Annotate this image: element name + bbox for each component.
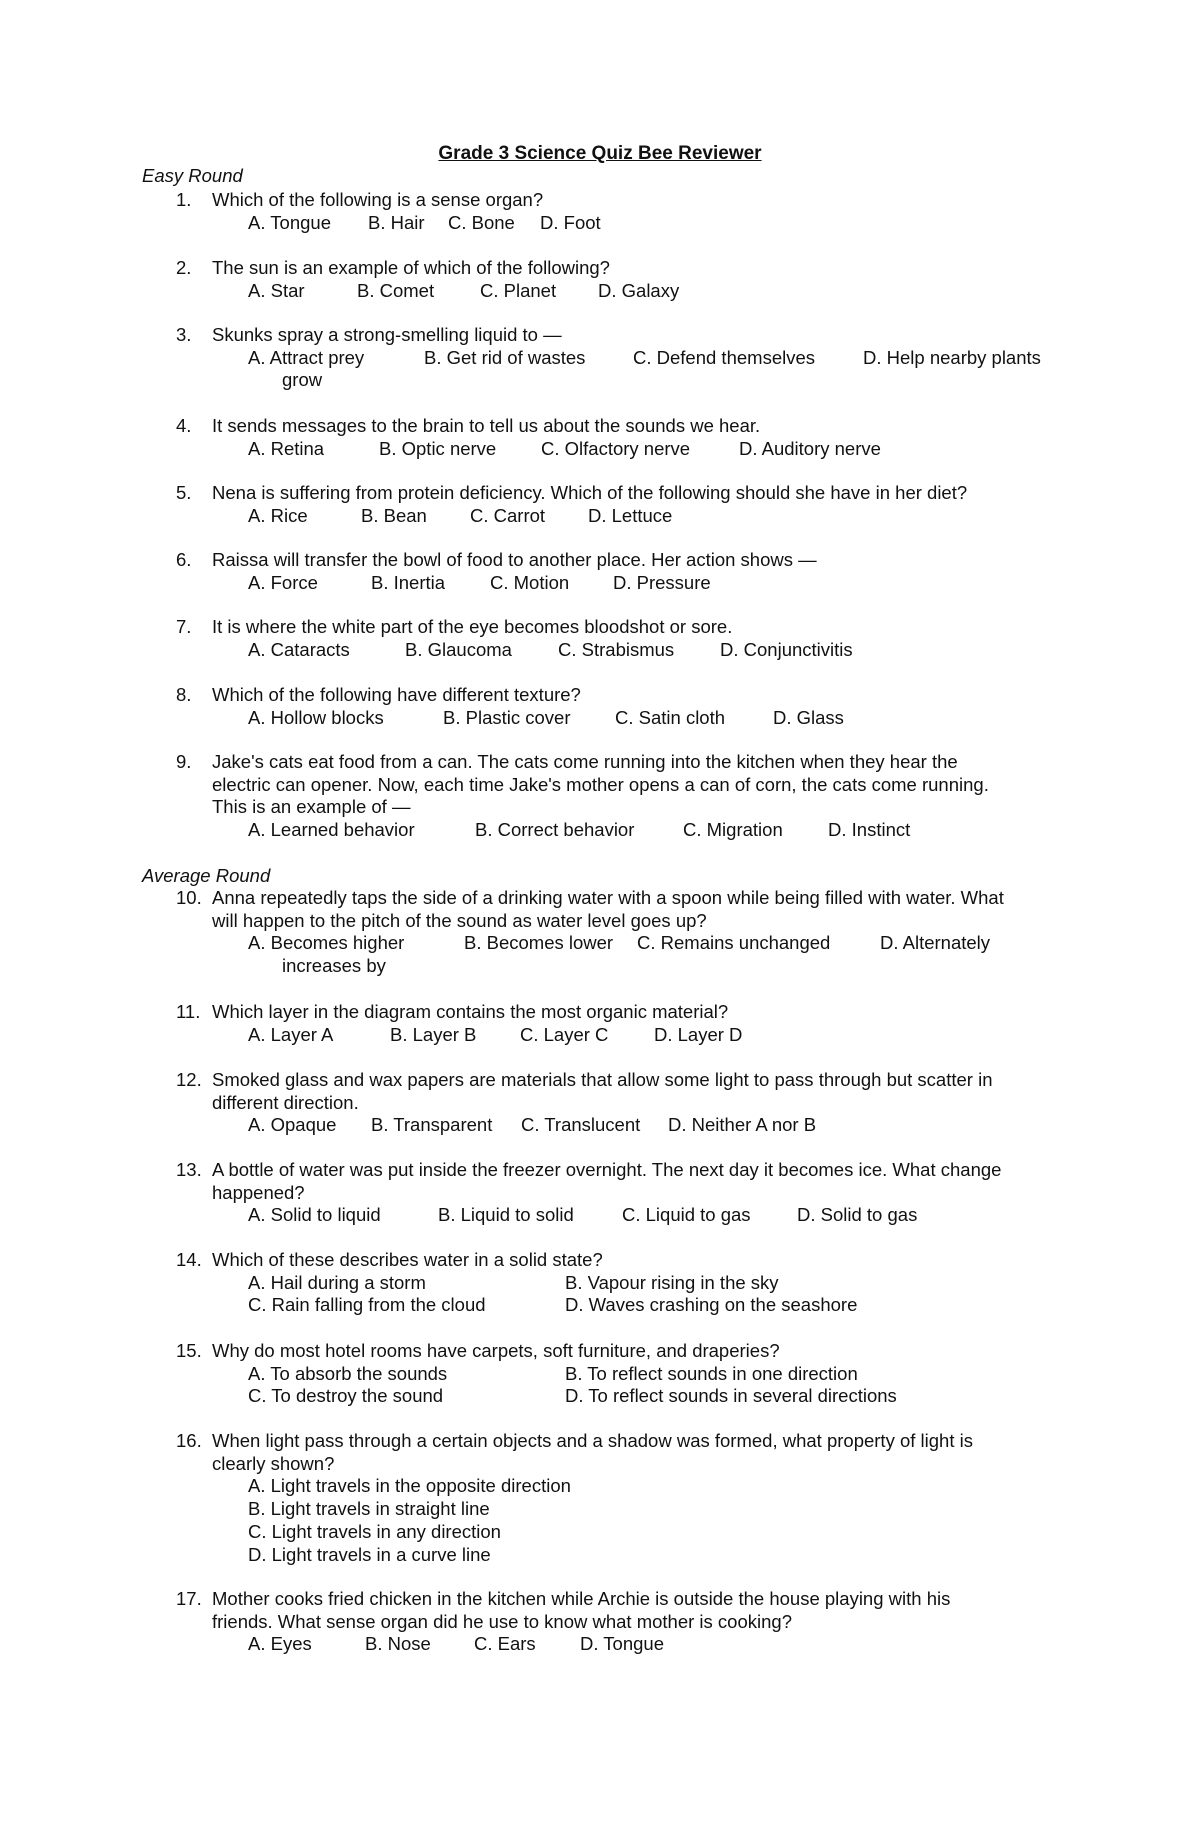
answer-option: B. Correct behavior	[475, 819, 635, 841]
answer-option: B. Light travels in straight line	[248, 1498, 490, 1520]
answer-option: A. Becomes higher	[248, 932, 405, 954]
answer-option: D. Instinct	[828, 819, 911, 841]
answer-option: D. Galaxy	[598, 279, 680, 301]
question-number: 14.	[176, 1249, 202, 1270]
question-number: 3.	[176, 324, 192, 345]
answer-option: D. To reflect sounds in several directions	[565, 1385, 897, 1407]
round-heading-easy: Easy Round	[142, 165, 243, 186]
answer-option: B. To reflect sounds in one direction	[565, 1362, 858, 1384]
answer-option: C. Bone	[448, 211, 515, 233]
question-number: 1.	[176, 189, 192, 210]
question-text: Smoked glass and wax papers are materials that allow some light to pass through but scatter in	[212, 1069, 993, 1090]
answer-option: C. Layer C	[520, 1023, 609, 1045]
answer-option: C. Liquid to gas	[622, 1204, 751, 1226]
question-text: Anna repeatedly taps the side of a drinking water with a spoon while being filled with water. What	[212, 887, 1004, 908]
question-text: different direction.	[212, 1091, 359, 1113]
answer-option: D. Light travels in a curve line	[248, 1543, 491, 1565]
question-text: Mother cooks fried chicken in the kitchen while Archie is outside the house playing with his	[212, 1588, 951, 1609]
question-number: 6.	[176, 549, 192, 570]
answer-option: B. Becomes lower	[464, 932, 614, 954]
question-number: 10.	[176, 887, 202, 908]
answer-option: A. Retina	[248, 437, 325, 459]
answer-option: C. Translucent	[521, 1114, 641, 1136]
answer-option: C. Planet	[480, 279, 557, 301]
answer-option: D. Pressure	[613, 571, 711, 593]
answer-option: C. To destroy the sound	[248, 1385, 444, 1407]
answer-option: D. Waves crashing on the seashore	[565, 1294, 858, 1316]
answer-option: B. Inertia	[371, 571, 446, 593]
answer-option: A. Attract prey	[248, 346, 365, 368]
answer-option: B. Layer B	[390, 1023, 477, 1045]
answer-option: C. Satin cloth	[615, 706, 726, 728]
question-number: 2.	[176, 257, 192, 278]
question-text: will happen to the pitch of the sound as water level goes up?	[212, 909, 707, 931]
question-text: Why do most hotel rooms have carpets, soft furniture, and draperies?	[212, 1340, 780, 1361]
question-text: This is an example of —	[212, 796, 411, 818]
answer-option: B. Transparent	[371, 1114, 493, 1136]
question-text: A bottle of water was put inside the freezer overnight. The next day it becomes ice. What change	[212, 1159, 1002, 1180]
answer-option: A. Star	[248, 279, 305, 301]
question-text: Which of these describes water in a solid state?	[212, 1249, 603, 1270]
answer-option: B. Bean	[361, 504, 427, 526]
answer-option: B. Liquid to solid	[438, 1204, 574, 1226]
answer-option: C. Light travels in any direction	[248, 1520, 501, 1542]
answer-option: D. Glass	[773, 706, 844, 728]
answer-option: A. Light travels in the opposite direction	[248, 1475, 571, 1497]
answer-option: C. Ears	[474, 1633, 536, 1655]
answer-option: A. Hollow blocks	[248, 706, 384, 728]
answer-option: B. Comet	[357, 279, 435, 301]
answer-option: B. Hair	[368, 211, 425, 233]
answer-option: increases by	[282, 955, 386, 977]
answer-option: A. To absorb the sounds	[248, 1362, 448, 1384]
question-text: Skunks spray a strong-smelling liquid to —	[212, 324, 562, 345]
question-text: It is where the white part of the eye becomes bloodshot or sore.	[212, 616, 733, 637]
answer-option: C. Motion	[490, 571, 570, 593]
question-text: clearly shown?	[212, 1452, 335, 1474]
answer-option: A. Layer A	[248, 1023, 334, 1045]
question-number: 5.	[176, 482, 192, 503]
round-heading-average: Average Round	[142, 865, 271, 886]
question-text: Jake's cats eat food from a can. The cats come running into the kitchen when they hear the	[212, 751, 958, 772]
question-text: Raissa will transfer the bowl of food to another place. Her action shows —	[212, 549, 817, 570]
question-text: The sun is an example of which of the following?	[212, 257, 610, 278]
question-text: friends. What sense organ did he use to know what mother is cooking?	[212, 1610, 792, 1632]
question-text: Which layer in the diagram contains the most organic material?	[212, 1001, 729, 1022]
question-number: 7.	[176, 616, 192, 637]
question-number: 17.	[176, 1588, 202, 1609]
answer-option: C. Carrot	[470, 504, 546, 526]
answer-option: A. Learned behavior	[248, 819, 415, 841]
answer-option: B. Vapour rising in the sky	[565, 1271, 779, 1293]
answer-option: C. Remains unchanged	[637, 932, 831, 954]
answer-option: D. Tongue	[580, 1633, 664, 1655]
answer-option: B. Optic nerve	[379, 437, 497, 459]
question-number: 16.	[176, 1430, 202, 1451]
answer-option: A. Solid to liquid	[248, 1204, 381, 1226]
answer-option: D. Conjunctivitis	[720, 638, 853, 660]
answer-option: A. Eyes	[248, 1633, 312, 1655]
answer-option: A. Hail during a storm	[248, 1271, 426, 1293]
question-number: 12.	[176, 1069, 202, 1090]
question-text: It sends messages to the brain to tell us about the sounds we hear.	[212, 415, 761, 436]
question-text: When light pass through a certain objects and a shadow was formed, what property of light is	[212, 1430, 973, 1451]
answer-option: D. Layer D	[654, 1023, 743, 1045]
answer-option: D. Neither A nor B	[668, 1114, 817, 1136]
answer-option: C. Migration	[683, 819, 783, 841]
page-title: Grade 3 Science Quiz Bee Reviewer	[438, 143, 762, 164]
answer-option: B. Glaucoma	[405, 638, 512, 660]
answer-option: A. Opaque	[248, 1114, 337, 1136]
question-text: electric can opener. Now, each time Jake's mother opens a can of corn, the cats come running.	[212, 773, 989, 795]
answer-option: D. Lettuce	[588, 504, 673, 526]
answer-option: A. Tongue	[248, 211, 331, 233]
question-number: 13.	[176, 1159, 202, 1180]
question-text: Which of the following have different texture?	[212, 684, 581, 705]
answer-option: B. Get rid of wastes	[424, 346, 586, 368]
answer-option: B. Nose	[365, 1633, 431, 1655]
question-number: 8.	[176, 684, 192, 705]
answer-option: D. Help nearby plants	[863, 346, 1041, 368]
answer-option: C. Rain falling from the cloud	[248, 1294, 486, 1316]
question-number: 15.	[176, 1340, 202, 1361]
answer-option: D. Foot	[540, 211, 601, 233]
question-number: 4.	[176, 415, 192, 436]
question-text: Which of the following is a sense organ?	[212, 189, 544, 210]
question-text: Nena is suffering from protein deficiency. Which of the following should she have in her diet?	[212, 482, 968, 503]
answer-option: C. Strabismus	[558, 638, 675, 660]
question-number: 11.	[176, 1001, 201, 1022]
answer-option: D. Auditory nerve	[739, 437, 881, 459]
answer-option: C. Defend themselves	[633, 346, 816, 368]
answer-option: A. Force	[248, 571, 318, 593]
answer-option: grow	[282, 369, 323, 391]
answer-option: D. Alternately	[880, 932, 991, 954]
answer-option: C. Olfactory nerve	[541, 437, 691, 459]
answer-option: A. Cataracts	[248, 638, 350, 660]
question-number: 9.	[176, 751, 192, 772]
answer-option: B. Plastic cover	[443, 706, 571, 728]
answer-option: A. Rice	[248, 504, 308, 526]
question-text: happened?	[212, 1181, 305, 1203]
answer-option: D. Solid to gas	[797, 1204, 918, 1226]
